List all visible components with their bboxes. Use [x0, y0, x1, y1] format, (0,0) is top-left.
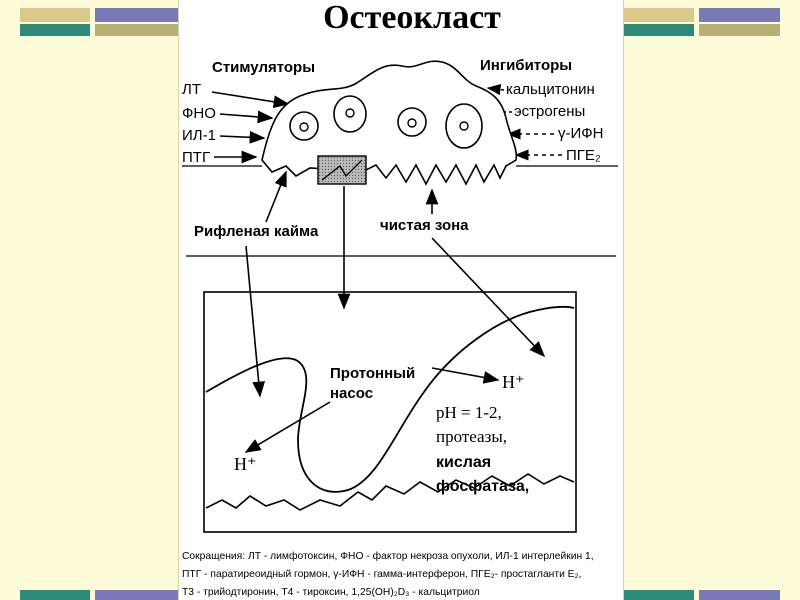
inhibitor-item: γ-ИФН [558, 125, 604, 142]
osteoclast-cell [262, 61, 516, 184]
resorption-lacuna [206, 307, 574, 492]
abbreviations-line: ПТГ - паратиреоидный гормон, γ-ИФН - гамма-интерферон, ПГЕ₂- простагланти Е₂, [182, 569, 582, 580]
stimulator-item: ИЛ-1 [182, 127, 216, 144]
proton-arrow-left [246, 402, 330, 452]
stimulator-item: ФНО [182, 105, 216, 122]
proton-arrow-right [432, 368, 498, 380]
acid-phosphatase-label: кислая [436, 454, 492, 471]
inhibitor-item: эстрогены [514, 103, 586, 120]
inhibitors-heading: Ингибиторы [480, 57, 573, 74]
proton-pump-label: насос [330, 385, 374, 402]
clear-zone-label: чистая зона [380, 217, 469, 234]
h-plus-left: H⁺ [234, 454, 257, 474]
ruffled-detail-arrow [246, 246, 260, 396]
ph-label: pH = 1-2, [436, 403, 502, 422]
stimulator-arrow [220, 136, 264, 138]
ruffled-border-arrow [266, 172, 286, 222]
stimulator-item: ПТГ [182, 149, 211, 166]
stimulators-heading: Стимуляторы [212, 59, 316, 76]
diagram-title: Остеокласт [323, 0, 501, 36]
abbreviations-line: Сокращения: ЛТ - лимфотоксин, ФНО - фактор некроза опухоли, ИЛ-1 интерлейкин 1, [182, 551, 594, 562]
proton-pump-label: Протонный [330, 365, 416, 382]
h-plus-right: H⁺ [502, 372, 525, 392]
inhibitor-item: кальцитонин [506, 81, 595, 98]
stimulator-arrow [212, 92, 288, 104]
acid-phosphatase-label: фосфатаза, [436, 478, 530, 495]
stimulator-arrow [220, 114, 272, 118]
inhibitor-item: ПГЕ₂ [566, 147, 601, 164]
ruffled-border-label: Рифленая кайма [194, 223, 319, 240]
detail-box [204, 292, 576, 532]
proteases-label: протеазы, [436, 427, 507, 446]
inhibitor-arrow [488, 88, 504, 90]
stimulator-item: ЛТ [182, 81, 202, 98]
abbreviations-line: Т3 - трийодтиронин, Т4 - тироксин, 1,25(OH)₂D₃ - кальцитриол [182, 587, 480, 598]
